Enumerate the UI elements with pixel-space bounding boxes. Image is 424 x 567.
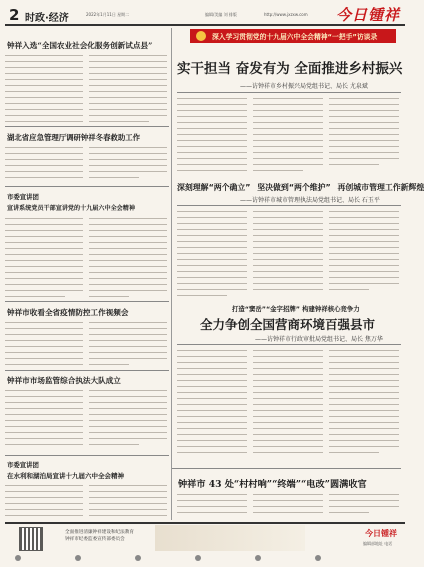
feature-kicker: 打造“窦岳”“金字招牌” 构建钟祥核心竞争力 — [232, 305, 360, 313]
share-icon — [75, 555, 81, 561]
publisher-info: 编辑部地址 电话 — [363, 541, 393, 546]
bottom-headline: 钟祥市 43 处“村村响”“终端”“电改”圆满收官 — [178, 479, 367, 490]
left-column — [5, 28, 169, 520]
column-divider — [171, 28, 172, 520]
masthead-logo: 今日锺祥 — [336, 6, 401, 24]
party-emblem-icon — [196, 31, 206, 41]
divider — [5, 186, 169, 187]
qr-code-icon — [19, 527, 43, 551]
share-icon — [135, 555, 141, 561]
feature-body — [177, 96, 401, 176]
divider — [5, 301, 169, 302]
divider — [177, 92, 401, 93]
feature-byline: ——访钟祥市行政审批局党组书记、局长 焦万华 — [255, 336, 383, 343]
banner-text: 深入学习贯彻党的十九届六中全会精神“一把手”访谈录 — [212, 33, 378, 41]
article-title: 湖北省应急管理厅调研钟祥冬春救助工作 — [7, 133, 141, 142]
header-rule — [5, 24, 405, 26]
article-title: 钟祥市收看全省疫情防控工作视频会 — [7, 308, 129, 317]
divider — [5, 370, 169, 371]
footer-rule — [5, 522, 405, 524]
footer-ad — [5, 525, 405, 565]
article-title: 钟祥市市场监管综合执法大队成立 — [7, 376, 121, 385]
feature-headline: 实干担当 奋发有为 全面推进乡村振兴 — [177, 61, 403, 77]
section-title: 时政·经济 — [25, 13, 69, 24]
article-body — [5, 145, 169, 189]
page-number: 2 — [9, 6, 20, 24]
article-body — [5, 483, 169, 519]
feature-body — [177, 209, 401, 301]
footer-icon-row — [15, 555, 405, 563]
article-body — [5, 388, 169, 448]
feature-headline: 全力争创全国营商环境百强县市 — [200, 317, 376, 332]
date-line: 2022年1月11日 星期二 — [86, 12, 130, 17]
ad-text-2: 钟祥市纪委监委宣传部委员会 — [65, 537, 125, 542]
article-body — [5, 320, 169, 372]
article-body — [5, 216, 169, 306]
share-icon — [315, 555, 321, 561]
share-icon — [15, 555, 21, 561]
headline-part: 再创城市管理工作新辉煌 — [337, 183, 424, 192]
divider — [177, 344, 401, 345]
ad-text-1: 全面推进清廉钟祥建设和纪法教育 — [65, 530, 134, 535]
feature-byline: ——访钟祥市城市管理执法局党组书记、局长 石玉平 — [240, 197, 380, 204]
bottom-body — [177, 492, 401, 520]
article-body — [5, 53, 169, 123]
site-url: http://www.jxzxw.com — [264, 12, 308, 17]
article-kicker: 市委宣讲团 — [7, 461, 39, 469]
article-title: 钟祥入选“全国农业社会化服务创新试点县” — [7, 41, 153, 50]
divider — [5, 126, 169, 127]
masthead-logo-small: 今日锺祥 — [365, 528, 397, 538]
feature-byline: ——访钟祥市乡村振兴局党组书记、局长 尤泉斌 — [240, 83, 368, 90]
divider — [172, 468, 401, 469]
article-title: 在水利和湖泊局宣讲十九届六中全会精神 — [7, 472, 124, 480]
divider — [177, 205, 401, 206]
share-icon — [195, 555, 201, 561]
article-kicker: 市委宣讲团 — [7, 193, 39, 201]
headline-part: 深刻理解“两个确立” — [177, 183, 251, 192]
headline-part: 坚决做到“两个维护” — [257, 183, 331, 192]
divider — [5, 455, 169, 456]
article-title: 宣讲系统党员干部宣讲党的十九届六中全会精神 — [7, 205, 135, 212]
share-icon — [255, 555, 261, 561]
feature-headline — [177, 182, 424, 193]
special-banner — [190, 29, 396, 43]
editor-line: 编辑/美编 刘 排版 — [205, 12, 237, 17]
feature-body — [177, 348, 401, 463]
ad-image — [155, 525, 305, 551]
